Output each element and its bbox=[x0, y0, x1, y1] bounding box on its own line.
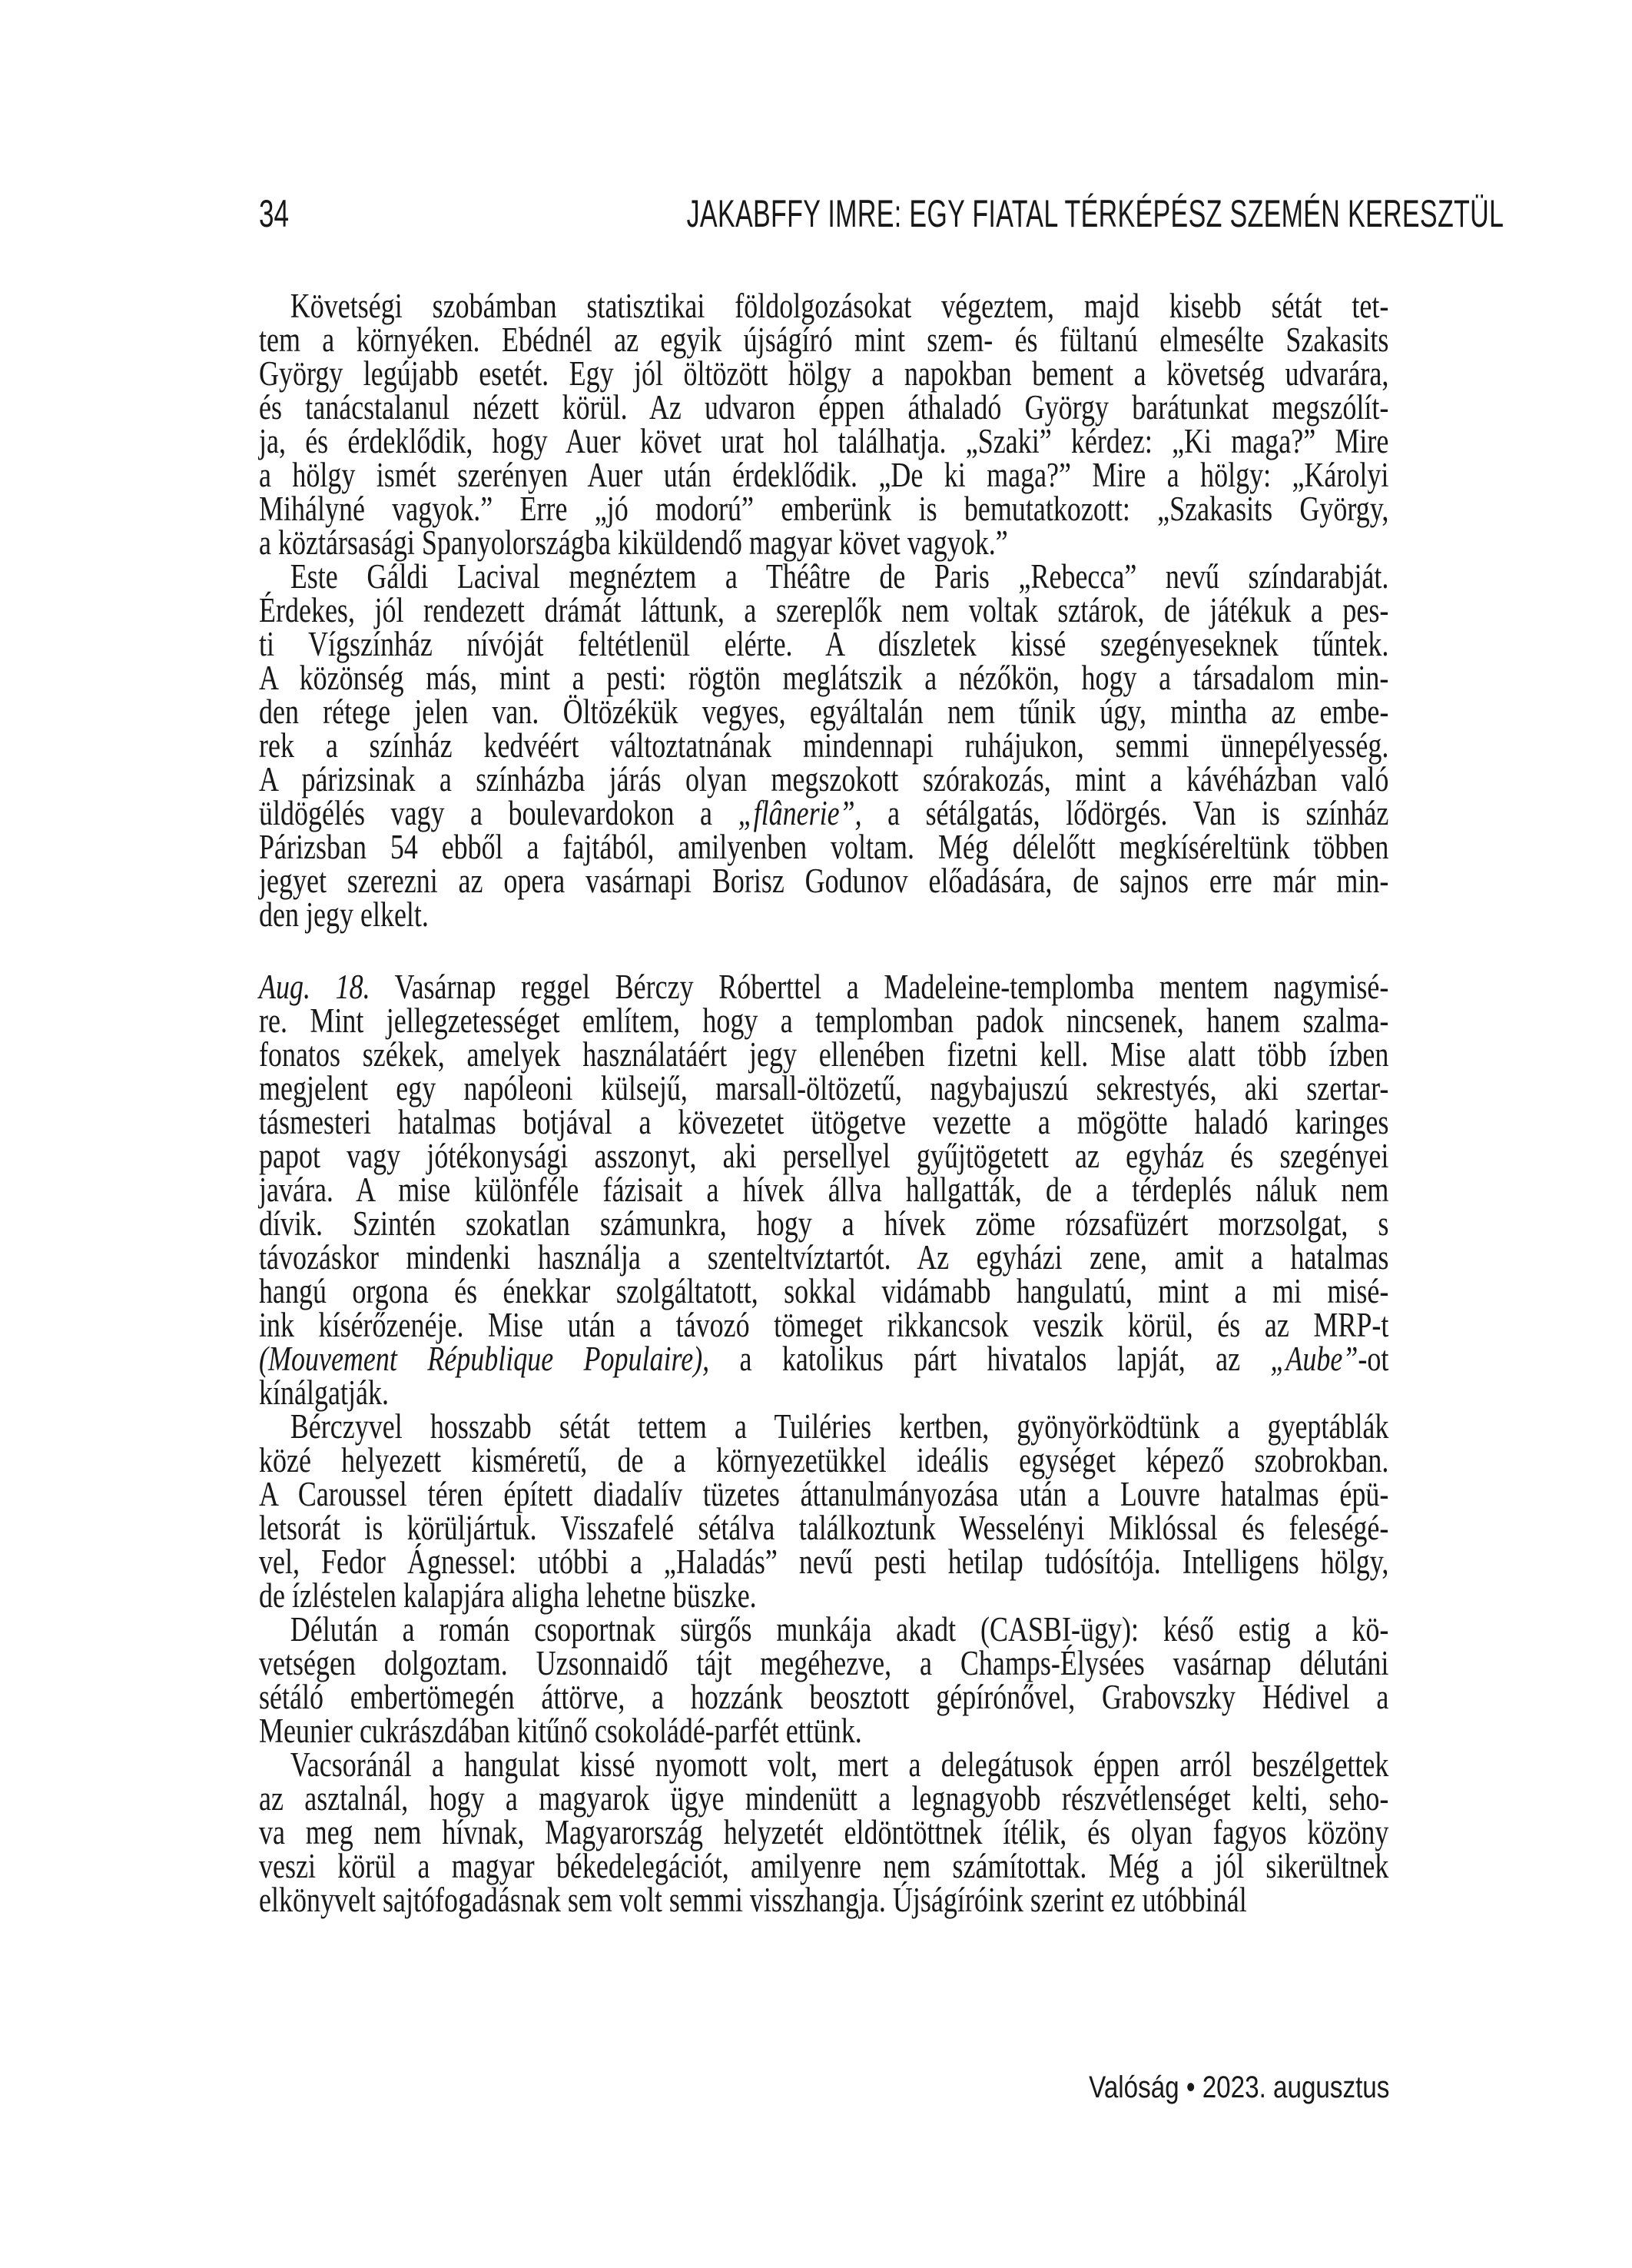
text-line: (Mouvement République Populaire), a katolikus párt hivatalos lapját, az „Aube”-ot bbox=[259, 1340, 1389, 1378]
text-line: a köztársasági Spanyolországba kiküldendő magyar követ vagyok.” bbox=[259, 523, 1008, 562]
text-line: Meunier cukrászdában kitűnő csokoládé-parfét ettünk. bbox=[259, 1712, 862, 1750]
text-line: hangú orgona és énekkar szolgáltatott, sokkal vidámabb hangulatú, mint a mi misé- bbox=[259, 1272, 1389, 1310]
page-number: 34 bbox=[259, 192, 289, 235]
text-line: ja, és érdeklődik, hogy Auer követ urat hol találhatja. „Szaki” kérdez: „Ki maga?” Mire bbox=[259, 422, 1389, 460]
text-line: György legújabb esetét. Egy jól öltözött hölgy a napokban bement a követség udvarára, bbox=[259, 354, 1389, 393]
text-line: elkönyvelt sajtófogadásnak sem volt semmi visszhangja. Újságíróink szerint ez utóbbinál bbox=[259, 1881, 1247, 1919]
text-line: vetségen dolgoztam. Uzsonnaidő tájt megéhezve, a Champs-Élysées vasárnap délutáni bbox=[259, 1644, 1389, 1682]
text-line: közé helyezett kisméretű, de a környezetükkel ideális egységet képező szobrokban. bbox=[259, 1441, 1389, 1479]
text-line: ink kísérőzenéje. Mise után a távozó tömeget rikkancsok veszik körül, és az MRP-t bbox=[259, 1306, 1389, 1344]
text-line: vel, Fedor Ágnessel: utóbbi a „Haladás” nevű pesti hetilap tudósítója. Intelligens hölgy, bbox=[259, 1542, 1389, 1581]
text-line: A közönség más, mint a pesti: rögtön meglátszik a nézőkön, hogy a társadalom min- bbox=[259, 659, 1389, 697]
text-line: A párizsinak a színházba járás olyan megszokott szórakozás, mint a kávéházban való bbox=[259, 760, 1389, 799]
paragraph bbox=[259, 557, 1389, 934]
paragraph bbox=[259, 970, 1388, 1410]
text-line: javára. A mise különféle fázisait a hívek állva hallgatták, de a térdeplés náluk nem bbox=[259, 1171, 1389, 1209]
page-footer: Valóság • 2023. augusztus bbox=[1088, 2070, 1389, 2104]
body-text bbox=[259, 289, 1388, 1917]
text-line: távozáskor mindenki használja a szenteltvíztartót. Az egyházi zene, amit a hatalmas bbox=[259, 1238, 1389, 1277]
paragraph bbox=[259, 1407, 1389, 1615]
text-line: üldögélés vagy a boulevardokon a „flânerie”, a sétálgatás, lődörgés. Van is színház bbox=[259, 794, 1389, 832]
text-line: Aug. 18. Vasárnap reggel Bérczy Róberttel a Madeleine-templomba mentem nagymisé- bbox=[259, 968, 1389, 1006]
running-title: JAKABFFY IMRE: EGY FIATAL TÉRKÉPÉSZ SZEMÉN KERESZTÜL bbox=[686, 192, 1504, 235]
text-line: va meg nem hívnak, Magyarország helyzetét eldöntöttnek ítélik, és olyan fagyos közöny bbox=[259, 1813, 1389, 1851]
text-line: tem a környéken. Ebédnél az egyik újságíró mint szem- és fültanú elmesélte Szakasits bbox=[259, 320, 1389, 359]
text-line: és tanácstalanul nézett körül. Az udvaron éppen áthaladó György barátunkat megszólít- bbox=[259, 388, 1389, 427]
text-line: veszi körül a magyar békedelegációt, amilyenre nem számítottak. Még a jól sikerültnek bbox=[259, 1847, 1389, 1885]
page-header bbox=[259, 192, 1504, 235]
text-line: fonatos székek, amelyek használatáért jegy ellenében fizetni kell. Mise alatt több ízben bbox=[259, 1035, 1389, 1074]
text-line: sétáló embertömegén áttörve, a hozzánk beosztott gépírónővel, Grabovszky Hédivel a bbox=[259, 1678, 1389, 1716]
text-line: A Caroussel téren épített diadalív tüzetes áttanulmányozása után a Louvre hatalmas épü- bbox=[259, 1475, 1389, 1513]
text-line: papot vagy jótékonysági asszonyt, aki persellyel gyűjtögetett az egyház és szegényei bbox=[259, 1137, 1389, 1175]
text-line: az asztalnál, hogy a magyarok ügye mindenütt a legnagyobb részvétlenséget kelti, seho- bbox=[259, 1779, 1389, 1818]
paragraph bbox=[259, 1612, 1388, 1748]
paragraph bbox=[259, 289, 1388, 560]
text-line: rek a színház kedvéért változtatnának mindennapi ruhájukon, semmi ünnepélyesség. bbox=[259, 726, 1389, 765]
text-line: kínálgatják. bbox=[259, 1373, 389, 1412]
text-line: ti Vígszínház nívóját feltétlenül elérte. A díszletek kissé szegényeseknek tűntek. bbox=[259, 625, 1389, 663]
text-line: Délután a román csoportnak sürgős munkája akadt (CASBI-ügy): késő estig a kö- bbox=[290, 1610, 1389, 1649]
text-line: Párizsban 54 ebből a fajtából, amilyenben voltam. Még délelőtt megkíséreltünk többen bbox=[259, 828, 1389, 866]
text-line: a hölgy ismét szerényen Auer után érdeklődik. „De ki maga?” Mire a hölgy: „Károlyi bbox=[259, 456, 1389, 494]
text-line: Mihályné vagyok.” Erre „jó modorú” emberünk is bemutatkozott: „Szakasits György, bbox=[259, 490, 1389, 528]
text-line: Este Gáldi Lacival megnéztem a Théâtre de Paris „Rebecca” nevű színdarabját. bbox=[290, 557, 1389, 596]
text-line: den jegy elkelt. bbox=[259, 895, 429, 934]
text-column bbox=[259, 289, 1388, 1917]
paragraph bbox=[259, 1745, 1389, 1919]
text-line: megjelent egy napóleoni külsejű, marsall-öltözetű, nagybajuszú sekrestyés, aki szertar- bbox=[259, 1069, 1389, 1107]
text-line: re. Mint jellegzetességet említem, hogy a templomban padok nincsenek, hanem szalma- bbox=[259, 1001, 1389, 1040]
text-line: tásmesteri hatalmas botjával a kövezetet ütögetve vezette a mögötte haladó karinges bbox=[259, 1103, 1389, 1141]
text-line: Bérczyvel hosszabb sétát tettem a Tuiléries kertben, gyönyörködtünk a gyeptáblák bbox=[290, 1407, 1389, 1446]
text-line: letsorát is körüljártuk. Visszafelé sétálva találkoztunk Wesselényi Miklóssal és feleségé- bbox=[259, 1509, 1389, 1547]
text-line: Vacsoránál a hangulat kissé nyomott volt, mert a delegátusok éppen arról beszélgettek bbox=[290, 1745, 1389, 1784]
text-line: dívik. Szintén szokatlan számunkra, hogy a hívek zöme rózsafüzért morzsolgat, s bbox=[259, 1204, 1389, 1243]
text-line: de ízléstelen kalapjára aligha lehetne büszke. bbox=[259, 1576, 757, 1615]
text-line: Érdekes, jól rendezett drámát láttunk, a szereplők nem voltak sztárok, de játékuk a pes- bbox=[259, 591, 1389, 629]
text-line: den rétege jelen van. Öltözékük vegyes, egyáltalán nem tűnik úgy, mintha az embe- bbox=[259, 692, 1389, 731]
text-line: jegyet szerezni az opera vasárnapi Borisz Godunov előadására, de sajnos erre már min- bbox=[259, 862, 1389, 900]
text-line: Követségi szobámban statisztikai földolgozásokat végeztem, majd kisebb sétát tet- bbox=[290, 287, 1389, 325]
